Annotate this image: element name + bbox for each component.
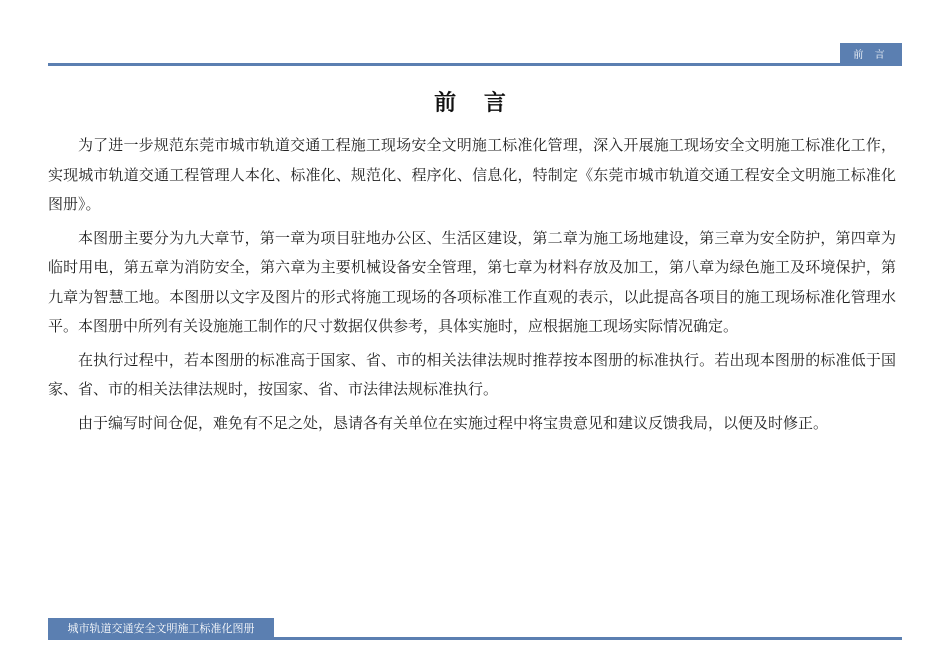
paragraph: 由于编写时间仓促，难免有不足之处，恳请各有关单位在实施过程中将宝贵意见和建议反馈我局，以便及时修正。 bbox=[78, 413, 829, 432]
paragraph: 本图册主要分为九大章节，第一章为项目驻地办公区、生活区建设，第二章为施工场地建设，第三章为安全防护，第四章为临时用电，第五章为消防安全，第六章为主要机械设备安全管理，第七章为材料存放及加工，第八章为绿色施工及环境保护，第九章为智慧工地。本图册以文字及图片的形式将施工现场的各项标准工作直观的表示，以此提高各项目的施工现场标准化管理水平。本图册中所列有关设施施工制作的尺寸数据仅供参考，具体实施时，应根据施工现场实际情况确定。 bbox=[48, 228, 896, 335]
page-title: 前 言 bbox=[434, 91, 516, 116]
paragraph: 在执行过程中，若本图册的标准高于国家、省、市的相关法律法规时推荐按本图册的标准执行。若出现本图册的标准低于国家、省、市的相关法律法规时，按国家、省、市法律法规标准执行。 bbox=[48, 350, 896, 398]
footer-divider bbox=[48, 637, 902, 640]
section-tab: 前 言 bbox=[840, 43, 902, 64]
preface-body bbox=[48, 131, 896, 442]
paragraph: 为了进一步规范东莞市城市轨道交通工程施工现场安全文明施工标准化管理，深入开展施工现场安全文明施工标准化工作，实现城市轨道交通工程管理人本化、标准化、规范化、程序化、信息化，特制定《东莞市城市轨道交通工程安全文明施工标准化图册》。 bbox=[48, 136, 896, 213]
header-divider bbox=[48, 63, 902, 66]
footer-document-title: 城市轨道交通安全文明施工标准化图册 bbox=[48, 618, 274, 638]
